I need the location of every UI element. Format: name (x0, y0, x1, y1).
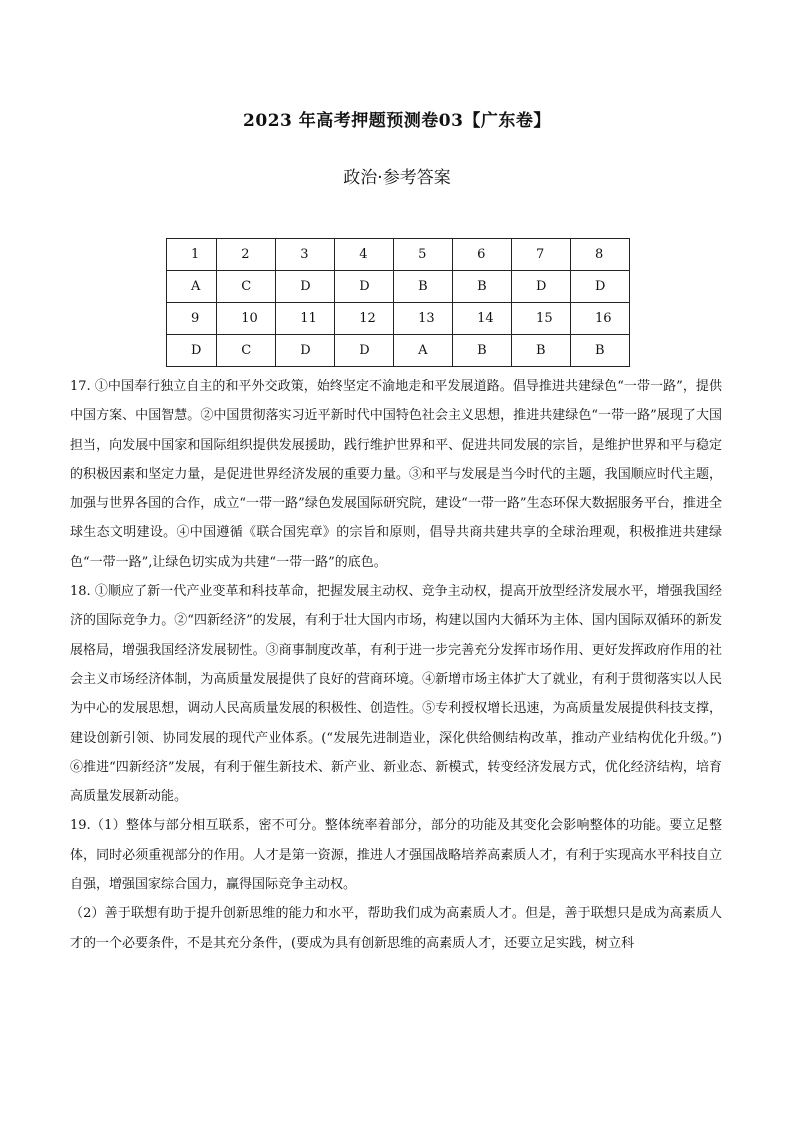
table-row (167, 271, 630, 303)
table-row (167, 239, 630, 271)
table-cell: B (394, 271, 453, 303)
table-cell: B (453, 335, 512, 367)
answer-table (166, 238, 630, 367)
table-cell: D (335, 271, 394, 303)
table-row (167, 335, 630, 367)
answer-18: 18. ①顺应了新一代产业变革和科技革命，把握发展主动权、竞争主动权，提高开放型经济发展水平，增强我国经济的国际竞争力。②“四新经济”的发展，有利于壮大国内市场，构建以国内大循环为主体、国内国际双循环的新发展格局，增强我国经济发展韧性。③商事制度改革，有利于进一步完善充分发挥市场作用、更好发挥政府作用的社会主义市场经济体制，为高质量发展提供了良好的营商环境。④新增市场主体扩大了就业，有利于贯彻落实以人民为中心的发展思想，调动人民高质量发展的积极性、创造性。⑤专利授权增长迅速，为高质量发展提供科技支撑，建设创新引领、协同发展的现代产业体系。(“发展先进制造业，深化供给侧结构改革，推动产业结构优化升级。”) ⑥推进“四新经济”发展，有利于催生新技术、新产业、新业态、新模式，转变经济发展方式，优化经济结构，培育高质量发展新动能。 (70, 584, 722, 805)
document-subtitle: 政治·参考答案 (343, 168, 451, 188)
table-cell: 10 (217, 303, 276, 335)
table-cell: D (167, 335, 217, 367)
table-cell: A (394, 335, 453, 367)
table-cell: 13 (394, 303, 453, 335)
table-row (167, 303, 630, 335)
table-cell: 14 (453, 303, 512, 335)
table-cell: 4 (335, 239, 394, 271)
table-cell: D (512, 271, 571, 303)
table-cell: D (276, 271, 335, 303)
answer-table-body (167, 239, 630, 367)
table-cell: B (571, 335, 630, 367)
table-cell: 11 (276, 303, 335, 335)
table-cell: 16 (571, 303, 630, 335)
answer-19-part-1: 19.（1）整体与部分相互联系，密不可分。整体统率着部分，部分的功能及其变化会影响整体的功能。要立足整体，同时必须重视部分的作用。人才是第一资源，推进人才强国战略培养高素质人才，有利于实现高水平科技自立自强，增强国家综合国力，赢得国际竞争主动权。 (70, 818, 722, 893)
table-cell: 6 (453, 239, 512, 271)
table-cell: D (276, 335, 335, 367)
table-cell: 1 (167, 239, 217, 271)
answer-explanations (70, 372, 722, 958)
document-title: 2023 年高考押题预测卷03【广东卷】 (243, 111, 551, 131)
table-cell: 3 (276, 239, 335, 271)
table-cell: 9 (167, 303, 217, 335)
table-cell: D (335, 335, 394, 367)
answer-17: 17. ①中国奉行独立自主的和平外交政策，始终坚定不渝地走和平发展道路。倡导推进共建绿色“一带一路”，提供中国方案、中国智慧。②中国贯彻落实习近平新时代中国特色社会主义思想，推进共建绿色“一带一路”展现了大国担当，向发展中国家和国际组织提供发展援助，践行维护世界和平、促进共同发展的宗旨，是维护世界和平与稳定的积极因素和坚定力量，是促进世界经济发展的重要力量。③和平与发展是当今时代的主题，我国顺应时代主题，加强与世界各国的合作，成立“一带一路”绿色发展国际研究院，建设“一带一路”生态环保大数据服务平台，推进全球生态文明建设。④中国遵循《联合国宪章》的宗旨和原则，倡导共商共建共享的全球治理观，积极推进共建绿色“一带一路”,让绿色切实成为共建“一带一路”的底色。 (70, 379, 722, 570)
table-cell: C (217, 271, 276, 303)
table-cell: B (512, 335, 571, 367)
table-cell: 15 (512, 303, 571, 335)
table-cell: 7 (512, 239, 571, 271)
table-cell: A (167, 271, 217, 303)
answer-19-part-2: （2）善于联想有助于提升创新思维的能力和水平，帮助我们成为高素质人才。但是，善于联想只是成为高素质人才的一个必要条件，不是其充分条件，(要成为具有创新思维的高素质人才，还要立足实践，树立科 (70, 906, 722, 951)
table-cell: 2 (217, 239, 276, 271)
table-cell: 5 (394, 239, 453, 271)
table-cell: C (217, 335, 276, 367)
table-cell: 8 (571, 239, 630, 271)
table-cell: D (571, 271, 630, 303)
table-cell: 12 (335, 303, 394, 335)
table-cell: B (453, 271, 512, 303)
